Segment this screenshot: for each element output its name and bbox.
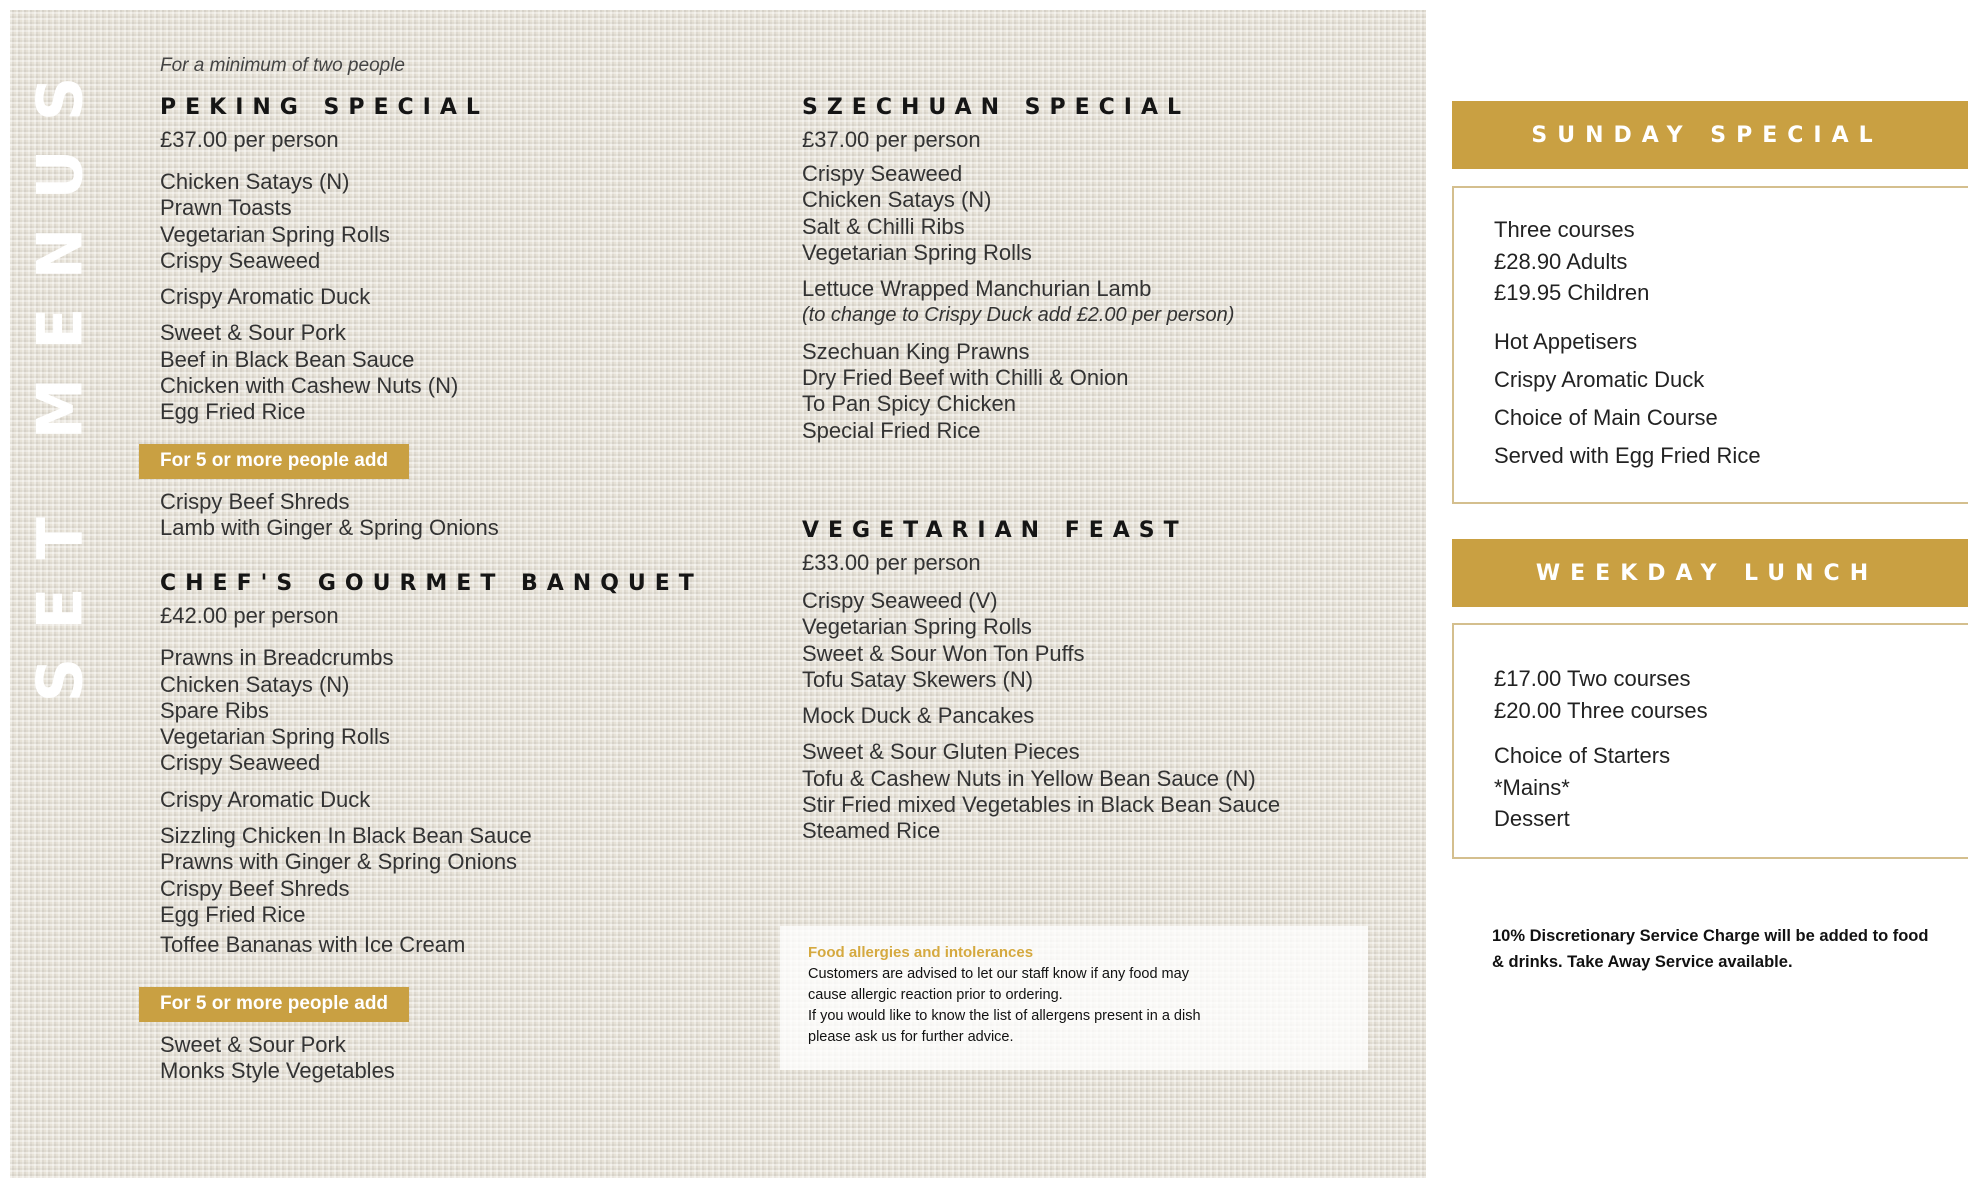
menu-item: Mock Duck & Pancakes	[802, 703, 1035, 729]
price-line: £17.00 Two courses	[1494, 666, 1691, 691]
menu-group	[160, 169, 760, 274]
service-charge-note	[1492, 923, 1968, 975]
menu-item: Dry Fried Beef with Chilli & Onion	[802, 365, 1129, 391]
menu-item: Salt & Chilli Ribs	[802, 213, 965, 239]
menu-item: Vegetarian Spring Rolls	[160, 724, 390, 750]
substitution-note: (to change to Crispy Duck add £2.00 per person)	[802, 304, 1235, 327]
menu-group	[160, 320, 760, 425]
section-title: SZECHUAN SPECIAL	[802, 95, 1191, 120]
price-line: Three courses	[1494, 217, 1635, 242]
vertical-title-text: SET MENUS	[23, 48, 97, 702]
section-price: £42.00 per person	[160, 603, 339, 629]
menu-item: Vegetarian Spring Rolls	[802, 239, 1032, 265]
middle-column	[802, 55, 1402, 855]
menu-group	[160, 932, 760, 958]
section-title: VEGETARIAN FEAST	[802, 517, 1188, 543]
spacer	[1494, 726, 1968, 740]
menu-group	[802, 161, 1402, 266]
menu-item: Egg Fried Rice	[160, 901, 306, 927]
menu-item: Tofu & Cashew Nuts in Yellow Bean Sauce (N)	[802, 765, 1256, 791]
menu-group	[802, 276, 1402, 329]
menu-item: Crispy Beef Shreds	[160, 875, 350, 901]
menu-item: Crispy Seaweed (V)	[802, 587, 998, 613]
menu-item: Sweet & Sour Pork	[160, 320, 346, 346]
extras-group	[160, 489, 760, 542]
menu-item: Stir Fried mixed Vegetables in Black Bean Sauce	[802, 792, 1281, 818]
section-price: £33.00 per person	[802, 549, 981, 575]
allergy-line: Customers are advised to let our staff know if any food may	[808, 966, 1189, 982]
course-item: *Mains*	[1494, 774, 1570, 800]
price-line: £19.95 Children	[1494, 280, 1650, 305]
menu-item: Crispy Aromatic Duck	[160, 786, 371, 812]
menu-item: Beef in Black Bean Sauce	[160, 346, 415, 372]
allergy-line: If you would like to know the list of allergens present in a dish	[808, 1008, 1201, 1024]
menu-item: Prawns with Ginger & Spring Onions	[160, 849, 518, 875]
menu-item: Prawn Toasts	[160, 195, 292, 221]
menu-item: Crispy Aromatic Duck	[160, 284, 371, 310]
set-menus-vertical-title	[23, 48, 97, 702]
menu-item: Chicken Satays (N)	[802, 187, 992, 213]
service-line: 10% Discretionary Service Charge will be added to food	[1492, 927, 1929, 945]
menu-group	[802, 739, 1402, 844]
peking-special-section	[160, 93, 760, 541]
extras-group	[160, 1032, 760, 1085]
service-line: & drinks. Take Away Service available.	[1492, 953, 1793, 971]
course-item: Choice of Main Course	[1494, 404, 1718, 430]
menu-item: Crispy Seaweed	[160, 750, 321, 776]
price-line: £28.90 Adults	[1494, 248, 1628, 274]
allergy-line: cause allergic reaction prior to ordering.	[808, 987, 1063, 1003]
szechuan-special-section	[802, 93, 1402, 444]
allergy-notice	[780, 926, 1368, 1070]
menu-item: Chicken with Cashew Nuts (N)	[160, 373, 459, 399]
menu-item: Egg Fried Rice	[160, 399, 306, 425]
menu-item: Lettuce Wrapped Manchurian Lamb	[802, 276, 1152, 302]
menu-group	[160, 823, 760, 928]
menu-item: Szechuan King Prawns	[802, 338, 1030, 364]
header-title: WEEKDAY LUNCH	[1535, 560, 1879, 586]
menu-group	[802, 588, 1402, 693]
course-item: Dessert	[1494, 806, 1570, 831]
sunday-special-box	[1452, 186, 1968, 504]
menu-item: Tofu Satay Skewers (N)	[802, 666, 1034, 692]
course-item: Served with Egg Fried Rice	[1494, 442, 1761, 468]
extra-tag: For 5 or more people add	[139, 444, 409, 479]
vegetarian-feast-section	[802, 516, 1402, 845]
menu-item: Crispy Seaweed	[802, 161, 963, 186]
allergy-line: please ask us for further advice.	[808, 1029, 1014, 1045]
sunday-special-header	[1452, 101, 1968, 169]
menu-group	[802, 339, 1402, 444]
menu-item: Toffee Bananas with Ice Cream	[160, 932, 466, 958]
chefs-gourmet-banquet-section	[160, 569, 760, 1084]
menu-item: Sizzling Chicken In Black Bean Sauce	[160, 823, 532, 849]
spacer	[1494, 309, 1968, 323]
menu-item: Sweet & Sour Gluten Pieces	[802, 739, 1080, 765]
course-item: Choice of Starters	[1494, 743, 1671, 768]
menu-item: Spare Ribs	[160, 697, 269, 723]
menu-item: Lamb with Ginger & Spring Onions	[160, 514, 499, 540]
allergy-title: Food allergies and intolerances	[808, 944, 1034, 961]
course-item: Crispy Aromatic Duck	[1494, 366, 1705, 392]
menu-item: Crispy Seaweed	[160, 247, 321, 273]
menu-item: Special Fried Rice	[802, 417, 981, 443]
section-price: £37.00 per person	[802, 127, 981, 152]
extra-tag: For 5 or more people add	[139, 987, 409, 1022]
menu-item: Vegetarian Spring Rolls	[160, 221, 390, 247]
weekday-lunch-box	[1452, 623, 1968, 859]
menu-group	[160, 645, 760, 776]
minimum-people-note: For a minimum of two people	[160, 55, 405, 76]
menu-item: Vegetarian Spring Rolls	[802, 614, 1032, 640]
menu-item: Sweet & Sour Won Ton Puffs	[802, 640, 1085, 666]
menu-item: Steamed Rice	[802, 818, 941, 844]
section-title: CHEF'S GOURMET BANQUET	[160, 571, 703, 597]
menu-item: Sweet & Sour Pork	[160, 1031, 346, 1057]
left-column	[160, 55, 760, 1094]
menu-group	[160, 787, 760, 813]
menu-item: Crispy Beef Shreds	[160, 488, 350, 514]
section-title: PEKING SPECIAL	[160, 95, 489, 120]
menu-item: Monks Style Vegetables	[160, 1057, 395, 1083]
weekday-lunch-header	[1452, 539, 1968, 607]
menu-item: Chicken Satays (N)	[160, 671, 350, 697]
right-column	[1452, 0, 1968, 1190]
menu-group	[160, 284, 760, 310]
price-line: £20.00 Three courses	[1494, 697, 1708, 723]
menu-item: Chicken Satays (N)	[160, 169, 350, 194]
course-item: Hot Appetisers	[1494, 328, 1638, 354]
menu-group	[802, 703, 1402, 729]
header-title: SUNDAY SPECIAL	[1531, 122, 1883, 148]
section-price: £37.00 per person	[160, 127, 339, 152]
menu-item: Prawns in Breadcrumbs	[160, 645, 394, 671]
menu-item: To Pan Spicy Chicken	[802, 391, 1016, 417]
